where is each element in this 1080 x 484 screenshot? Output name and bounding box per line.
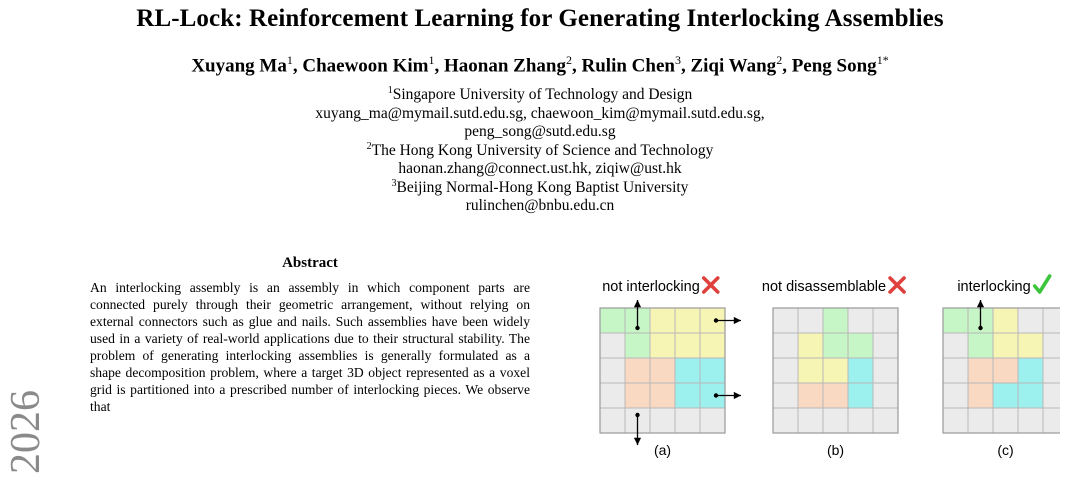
author-affiliation-mark: 3 xyxy=(674,53,681,67)
side-year-label xyxy=(3,368,49,484)
voxel-cell xyxy=(873,383,898,408)
arrow-head-icon xyxy=(977,300,984,307)
panel-label: not interlocking xyxy=(602,279,700,295)
voxel-cell xyxy=(823,358,848,383)
voxel-cell xyxy=(650,383,675,408)
voxel-cell xyxy=(1043,308,1060,333)
author-separator: , xyxy=(572,55,582,77)
voxel-cell xyxy=(1043,358,1060,383)
voxel-cell xyxy=(993,408,1018,433)
author-name: Rulin Chen xyxy=(581,55,675,77)
affiliation-text: haonan.zhang@connect.ust.hk, ziqiw@ust.hk xyxy=(398,160,682,177)
interlocking-figure xyxy=(560,265,1060,470)
affiliation-line xyxy=(0,105,1080,124)
voxel-cell xyxy=(773,383,798,408)
author-separator: , xyxy=(292,55,303,77)
voxel-cell xyxy=(798,358,823,383)
voxel-cell xyxy=(675,383,700,408)
voxel-cell xyxy=(773,308,798,333)
cross-icon xyxy=(890,278,904,292)
voxel-cell xyxy=(600,408,625,433)
author-affiliation-mark: 1* xyxy=(876,53,889,67)
voxel-cell xyxy=(773,333,798,358)
affiliation-line xyxy=(0,86,1080,105)
author-affiliation-mark: 1 xyxy=(428,53,435,67)
voxel-cell xyxy=(848,308,873,333)
voxel-cell xyxy=(1018,358,1043,383)
voxel-cell xyxy=(943,308,968,333)
panel-label: interlocking xyxy=(957,279,1031,295)
voxel-cell xyxy=(773,408,798,433)
voxel-cell xyxy=(943,383,968,408)
voxel-cell xyxy=(675,308,700,333)
abstract-heading: Abstract xyxy=(282,255,338,271)
author-affiliation-mark: 2 xyxy=(566,53,572,67)
voxel-cell xyxy=(848,333,873,358)
author-name: Chaewoon Kim xyxy=(302,55,429,77)
voxel-cell xyxy=(993,333,1018,358)
voxel-cell xyxy=(968,358,993,383)
arrow-head-icon xyxy=(734,392,741,399)
voxel-cell xyxy=(823,308,848,333)
voxel-cell xyxy=(968,333,993,358)
arrow-origin-dot xyxy=(714,393,718,397)
voxel-cell xyxy=(943,358,968,383)
affiliation-text: peng_song@sutd.edu.sg xyxy=(464,123,616,140)
voxel-cell xyxy=(675,408,700,433)
arrow-head-icon xyxy=(734,317,741,324)
author-separator: , xyxy=(434,55,445,77)
affiliation-line xyxy=(0,179,1080,198)
voxel-cell xyxy=(650,358,675,383)
cross-icon xyxy=(704,278,718,292)
voxel-cell xyxy=(700,358,725,383)
voxel-cell xyxy=(600,358,625,383)
voxel-cell xyxy=(700,333,725,358)
paper-title: RL-Lock: Reinforcement Learning for Generating Interlocking Assemblies xyxy=(136,5,944,32)
affiliation-text: Beijing Normal-Hong Kong Baptist University xyxy=(396,178,689,196)
affiliation-line xyxy=(0,142,1080,161)
voxel-cell xyxy=(873,308,898,333)
voxel-cell xyxy=(943,333,968,358)
affiliation-line xyxy=(0,123,1080,142)
voxel-cell xyxy=(650,333,675,358)
voxel-cell xyxy=(848,358,873,383)
author-name: Ziqi Wang xyxy=(690,55,777,77)
author-list xyxy=(0,53,1080,77)
arrow-origin-dot xyxy=(978,326,982,330)
arrow-origin-dot xyxy=(635,326,639,330)
voxel-cell xyxy=(823,383,848,408)
voxel-cell xyxy=(823,408,848,433)
voxel-cell xyxy=(1043,408,1060,433)
panel-caption: (b) xyxy=(826,442,845,458)
author-separator: , xyxy=(680,55,691,77)
voxel-cell xyxy=(625,333,650,358)
affiliation-mark: 3 xyxy=(391,177,397,189)
voxel-cell xyxy=(1043,383,1060,408)
voxel-cell xyxy=(873,333,898,358)
voxel-cell xyxy=(650,408,675,433)
affiliation-block xyxy=(0,86,1080,216)
author-name: Xuyang Ma xyxy=(191,55,287,77)
voxel-cell xyxy=(773,358,798,383)
voxel-cell xyxy=(1018,383,1043,408)
panel-label: not disassemblable xyxy=(761,279,887,295)
voxel-cell xyxy=(848,383,873,408)
arrow-head-icon xyxy=(634,300,641,307)
affiliation-line xyxy=(0,197,1080,216)
voxel-cell xyxy=(675,358,700,383)
voxel-cell xyxy=(848,408,873,433)
voxel-cell xyxy=(873,358,898,383)
affiliation-text: The Hong Kong University of Science and Technology xyxy=(371,141,714,159)
affiliation-text: rulinchen@bnbu.edu.cn xyxy=(465,197,615,214)
voxel-cell xyxy=(1018,408,1043,433)
abstract-body: An interlocking assembly is an assembly in which component parts are connected purely through their geometric arrangement, without relying on external connectors such as glue and nails. Such assemblies have been widely used in a variety of real-world applications due to their structural stability. The problem of generating interlocking assemblies is generally formulated as a shape decomposition problem, where a target 3D object represented as a voxel grid is partitioned into a prescribed number of interlocking pieces. We observe that xyxy=(90,280,530,414)
check-icon xyxy=(1035,276,1050,292)
affiliation-mark: 1 xyxy=(387,84,393,96)
voxel-cell xyxy=(993,383,1018,408)
voxel-cell xyxy=(1018,333,1043,358)
voxel-cell xyxy=(798,408,823,433)
voxel-cell xyxy=(700,408,725,433)
author-affiliation-mark: 1 xyxy=(286,53,293,67)
voxel-cell xyxy=(625,383,650,408)
voxel-cell xyxy=(968,408,993,433)
side-year-text: 2026 xyxy=(3,390,49,474)
voxel-cell xyxy=(675,333,700,358)
voxel-cell xyxy=(600,383,625,408)
voxel-cell xyxy=(943,408,968,433)
voxel-cell xyxy=(650,308,675,333)
voxel-cell xyxy=(625,358,650,383)
affiliation-text: Singapore University of Technology and Design xyxy=(392,86,693,103)
voxel-cell xyxy=(823,333,848,358)
voxel-cell xyxy=(873,408,898,433)
arrow-origin-dot xyxy=(714,318,718,322)
author-name: Peng Song xyxy=(791,55,877,77)
author-affiliation-mark: 2 xyxy=(776,53,783,67)
affiliation-line xyxy=(0,160,1080,179)
voxel-cell xyxy=(968,383,993,408)
panel-caption: (c) xyxy=(997,442,1014,458)
author-name: Haonan Zhang xyxy=(444,55,566,77)
voxel-cell xyxy=(798,383,823,408)
voxel-cell xyxy=(600,308,625,333)
affiliation-text: xuyang_ma@mymail.sutd.edu.sg, chaewoon_kim@mymail.sutd.edu.sg, xyxy=(315,104,765,122)
arrow-head-icon xyxy=(634,438,641,445)
voxel-cell xyxy=(993,358,1018,383)
voxel-cell xyxy=(798,333,823,358)
voxel-cell xyxy=(1018,308,1043,333)
affiliation-mark: 2 xyxy=(366,140,372,152)
voxel-cell xyxy=(1043,333,1060,358)
voxel-cell xyxy=(993,308,1018,333)
arrow-origin-dot xyxy=(635,413,639,417)
voxel-cell xyxy=(600,333,625,358)
author-separator: , xyxy=(782,55,792,77)
panel-caption: (a) xyxy=(653,442,672,458)
voxel-cell xyxy=(798,308,823,333)
